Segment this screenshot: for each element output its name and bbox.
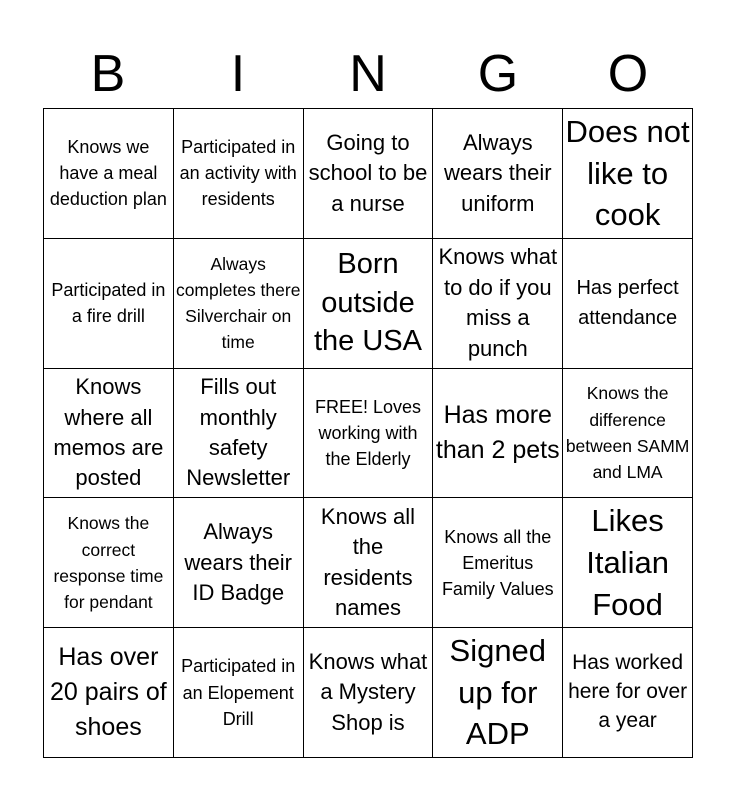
- cell-text: Always completes there Silverchair on time: [175, 253, 301, 353]
- bingo-cell[interactable]: [304, 109, 434, 239]
- bingo-cell[interactable]: [44, 109, 174, 239]
- cell-text: Born outside the USA: [313, 248, 422, 358]
- cell-text: Always wears their uniform: [443, 129, 552, 216]
- cell-text: Knows all the Emeritus Family Values: [441, 526, 554, 599]
- bingo-cell[interactable]: [44, 239, 174, 369]
- cell-text: Participated in a fire drill: [51, 280, 166, 327]
- cell-text: Has over 20 pairs of shoes: [50, 643, 167, 742]
- bingo-cell[interactable]: [174, 498, 304, 628]
- bingo-cell[interactable]: [304, 498, 434, 628]
- bingo-cell[interactable]: [304, 628, 434, 758]
- cell-text: FREE! Loves working with the Elderly: [314, 396, 422, 470]
- cell-text: Does not like to cook: [565, 114, 690, 233]
- cell-text: Has worked here for over a year: [568, 651, 688, 733]
- header-letter-b: B: [90, 45, 126, 103]
- bingo-card-grid: [43, 108, 693, 758]
- cell-text: Has perfect attendance: [576, 277, 679, 330]
- bingo-cell[interactable]: [44, 498, 174, 628]
- cell-text: Knows where all memos are posted: [53, 374, 164, 491]
- cell-text: Going to school to be a nurse: [308, 129, 428, 216]
- bingo-cell[interactable]: [563, 498, 693, 628]
- cell-text: Knows what to do if you miss a punch: [438, 244, 558, 361]
- bingo-header: [43, 40, 693, 108]
- bingo-cell[interactable]: [174, 369, 304, 499]
- free-space-cell[interactable]: [304, 369, 434, 499]
- bingo-cell[interactable]: [563, 109, 693, 239]
- cell-text: Knows what a Mystery Shop is: [308, 649, 428, 735]
- bingo-cell[interactable]: [304, 239, 434, 369]
- cell-text: Participated in an activity with residents: [179, 137, 297, 210]
- bingo-cell[interactable]: [44, 628, 174, 758]
- bingo-cell[interactable]: [174, 628, 304, 758]
- bingo-cell[interactable]: [433, 628, 563, 758]
- cell-text: Has more than 2 pets: [435, 400, 560, 464]
- header-letter-n: N: [349, 45, 387, 103]
- cell-text: Fills out monthly safety Newsletter: [186, 374, 291, 491]
- bingo-cell[interactable]: [174, 239, 304, 369]
- header-letter-g: G: [477, 45, 519, 103]
- bingo-cell[interactable]: [44, 369, 174, 499]
- cell-text: Always wears their ID Badge: [184, 519, 292, 605]
- bingo-cell[interactable]: [174, 109, 304, 239]
- cell-text: Signed up for ADP: [449, 633, 547, 752]
- cell-text: Knows we have a meal deduction plan: [49, 137, 167, 210]
- cell-text: Participated in an Elopement Drill: [181, 656, 296, 729]
- header-letter-i: I: [230, 45, 246, 103]
- bingo-cell[interactable]: [563, 369, 693, 499]
- bingo-cell[interactable]: [433, 498, 563, 628]
- bingo-cell[interactable]: [433, 369, 563, 499]
- bingo-cell[interactable]: [563, 628, 693, 758]
- cell-text: Knows the difference between SAMM and LMA: [565, 383, 690, 483]
- header-letter-o: O: [607, 45, 649, 103]
- bingo-cell[interactable]: [433, 239, 563, 369]
- cell-text: Likes Italian Food: [586, 503, 669, 622]
- bingo-cell[interactable]: [433, 109, 563, 239]
- cell-text: Knows all the residents names: [320, 504, 416, 621]
- cell-text: Knows the correct response time for pendant: [53, 513, 164, 613]
- bingo-cell[interactable]: [563, 239, 693, 369]
